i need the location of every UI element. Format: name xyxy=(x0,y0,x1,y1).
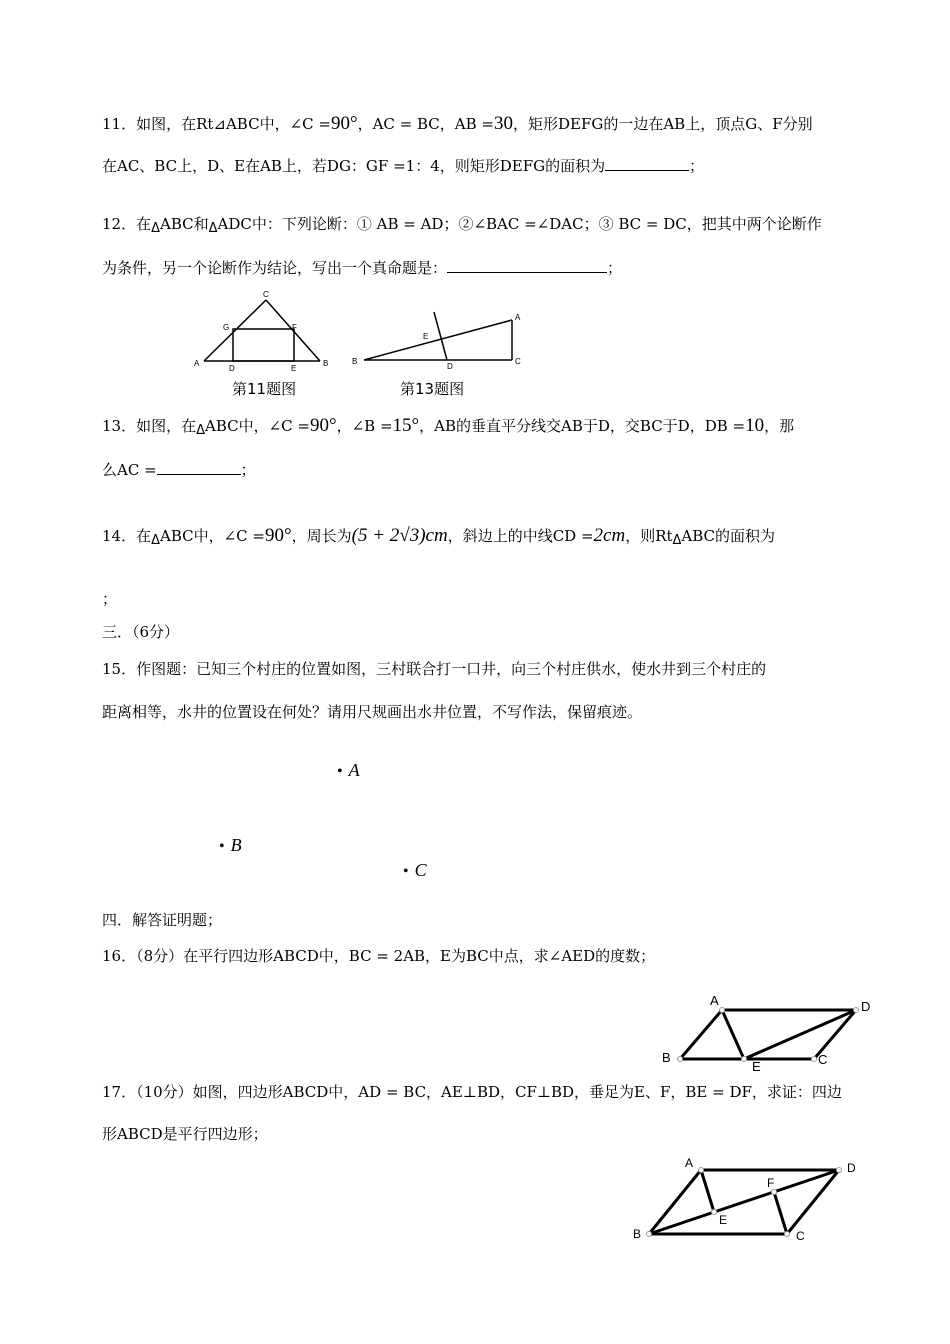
q14-line2: ； xyxy=(102,590,118,608)
figure-16 xyxy=(650,990,880,1076)
fig13-label-a: A xyxy=(515,313,521,322)
q15-line1: 15．作图题：已知三个村庄的位置如图，三村联合打一口井，向三个村庄供水，使水井到三个村庄的 xyxy=(102,660,767,678)
fig17-label-d: D xyxy=(847,1161,856,1175)
fig11-label-b: B xyxy=(323,359,329,368)
q17-line2: 形ABCD是平行四边形； xyxy=(102,1125,268,1143)
q14-text-c: ，周长为 xyxy=(291,527,352,545)
fig17-label-e: E xyxy=(719,1213,728,1227)
point-c-dot: • xyxy=(403,863,409,880)
q13-text-a: 13．如图，在 xyxy=(102,417,197,435)
fig16-parallelogram xyxy=(680,1010,856,1059)
q14-line1 xyxy=(102,526,775,548)
fig17-label-b: B xyxy=(633,1227,642,1241)
q13-db-value: 10 xyxy=(745,415,765,436)
q14-angle: 90° xyxy=(265,525,292,546)
q14-text-d: ，斜边上的中线CD = xyxy=(447,527,594,545)
q13-line2 xyxy=(102,460,256,480)
q13-end: ； xyxy=(240,461,256,479)
village-point-a xyxy=(337,760,360,781)
fig16-label-e: E xyxy=(752,1059,761,1074)
point-b-label: B xyxy=(230,835,242,855)
fig11-label-d: D xyxy=(229,364,235,373)
q14-text-b: ABC中，∠C = xyxy=(160,527,265,545)
section-4-heading: 四．解答证明题； xyxy=(102,911,223,929)
q12-answer-blank[interactable] xyxy=(447,258,607,273)
q11-line2 xyxy=(102,156,704,176)
q14-perimeter: (5 + 2√3)cm xyxy=(351,525,448,546)
point-c-label: C xyxy=(414,860,427,880)
figure-11 xyxy=(190,286,340,376)
q12-text-d: 为条件，另一个论断作为结论，写出一个真命题是： xyxy=(102,259,448,277)
q11-angle: 90° xyxy=(330,113,358,134)
q14-text-e: ，则Rt xyxy=(625,527,673,545)
fig17-label-a: A xyxy=(685,1156,694,1170)
q12-line2 xyxy=(102,258,622,278)
q11-text-d: 在AC、BC上，D、E在AB上，若DG：GF =1：4，则矩形DEFG的面积为 xyxy=(102,157,606,175)
q12-triangle-symbol: Δ xyxy=(151,221,160,236)
q17-line1: 17．（10分）如图，四边形ABCD中，AD = BC，AE⊥BD，CF⊥BD，垂足为E、F，BE = DF，求证：四边 xyxy=(102,1083,842,1101)
fig11-rect-defg xyxy=(233,329,294,361)
q13-text-c: ，∠B = xyxy=(336,417,393,435)
fig13-caption: 第13题图 xyxy=(400,380,465,398)
fig17-diagonal-bd xyxy=(649,1170,839,1234)
village-point-c xyxy=(403,860,427,881)
q16-text: 16．（8分）在平行四边形ABCD中，BC = 2AB，E为BC中点，求∠AED的度数； xyxy=(102,947,656,965)
fig16-label-d: D xyxy=(861,999,871,1014)
q13-triangle-symbol: Δ xyxy=(196,423,205,438)
q12-triangle-symbol-2: Δ xyxy=(208,221,218,236)
q14-cd-value: 2cm xyxy=(593,525,626,546)
q14-text-f: ABC的面积为 xyxy=(681,527,776,545)
fig13-label-e: E xyxy=(423,332,429,341)
fig11-label-g: G xyxy=(223,323,230,332)
q13-answer-blank[interactable] xyxy=(157,460,241,475)
q13-angle-c: 90° xyxy=(310,415,337,436)
fig17-label-f: F xyxy=(767,1176,775,1190)
fig16-label-c: C xyxy=(818,1052,828,1067)
q13-text-d: ，AB的垂直平分线交AB于D，交BC于D，DB = xyxy=(419,417,746,435)
q11-ab-value: 30 xyxy=(493,113,513,134)
q13-text-f: 么AC = xyxy=(102,461,157,479)
q11-text-a: 11．如图，在Rt⊿ABC中，∠C = xyxy=(102,115,331,133)
q11-answer-blank[interactable] xyxy=(605,156,689,171)
q14-triangle-symbol-2: Δ xyxy=(672,533,682,548)
figure-17 xyxy=(625,1152,865,1248)
fig11-label-c: C xyxy=(263,290,269,299)
q11-end: ； xyxy=(689,157,705,175)
point-a-label: A xyxy=(348,760,360,780)
q14-triangle-symbol: Δ xyxy=(151,533,160,548)
q12-line1 xyxy=(102,214,822,236)
q13-text-b: ABC中，∠C = xyxy=(205,417,310,435)
fig11-side-ac xyxy=(204,300,266,361)
q11-text-b: ，AC = BC，AB = xyxy=(357,115,494,133)
fig16-label-b: B xyxy=(662,1050,671,1065)
q13-line1 xyxy=(102,416,794,438)
q13-text-e: ，那 xyxy=(764,417,795,435)
q15-line2: 距离相等，水井的位置设在何处？请用尺规画出水井位置，不写作法，保留痕迹。 xyxy=(102,703,643,721)
fig16-segment-ae xyxy=(722,1010,744,1059)
q12-end: ； xyxy=(607,259,623,277)
fig16-segment-ed xyxy=(744,1010,856,1059)
fig13-label-d: D xyxy=(447,362,453,370)
village-point-b xyxy=(219,835,242,856)
fig17-label-c: C xyxy=(796,1229,805,1243)
fig13-label-b: B xyxy=(352,357,358,366)
section-3-heading: 三．（6分） xyxy=(102,623,180,641)
q12-text-c: ADC中：下列论断：① AB = AD；②∠BAC =∠DAC；③ BC = DC，把其中两个论断作 xyxy=(217,215,822,233)
q13-angle-b: 15° xyxy=(392,415,420,436)
point-b-dot: • xyxy=(219,838,225,855)
q12-text-a: 12．在 xyxy=(102,215,152,233)
fig13-bisector xyxy=(434,312,447,360)
point-a-dot: • xyxy=(337,763,343,780)
fig13-label-c: C xyxy=(515,357,521,366)
fig16-label-a: A xyxy=(710,993,719,1008)
q14-text-a: 14．在 xyxy=(102,527,152,545)
q12-text-b: ABC和 xyxy=(160,215,209,233)
fig11-label-a: A xyxy=(194,359,200,368)
q11-line1 xyxy=(102,114,813,134)
q11-text-c: ，矩形DEFG的一边在AB上，顶点G、F分别 xyxy=(512,115,813,133)
fig17-segment-ae xyxy=(701,1170,714,1212)
fig11-label-e: E xyxy=(291,364,297,373)
fig17-segment-cf xyxy=(774,1192,787,1234)
fig11-caption: 第11题图 xyxy=(232,380,297,398)
figure-13 xyxy=(346,306,528,370)
fig11-label-f: F xyxy=(292,323,297,332)
